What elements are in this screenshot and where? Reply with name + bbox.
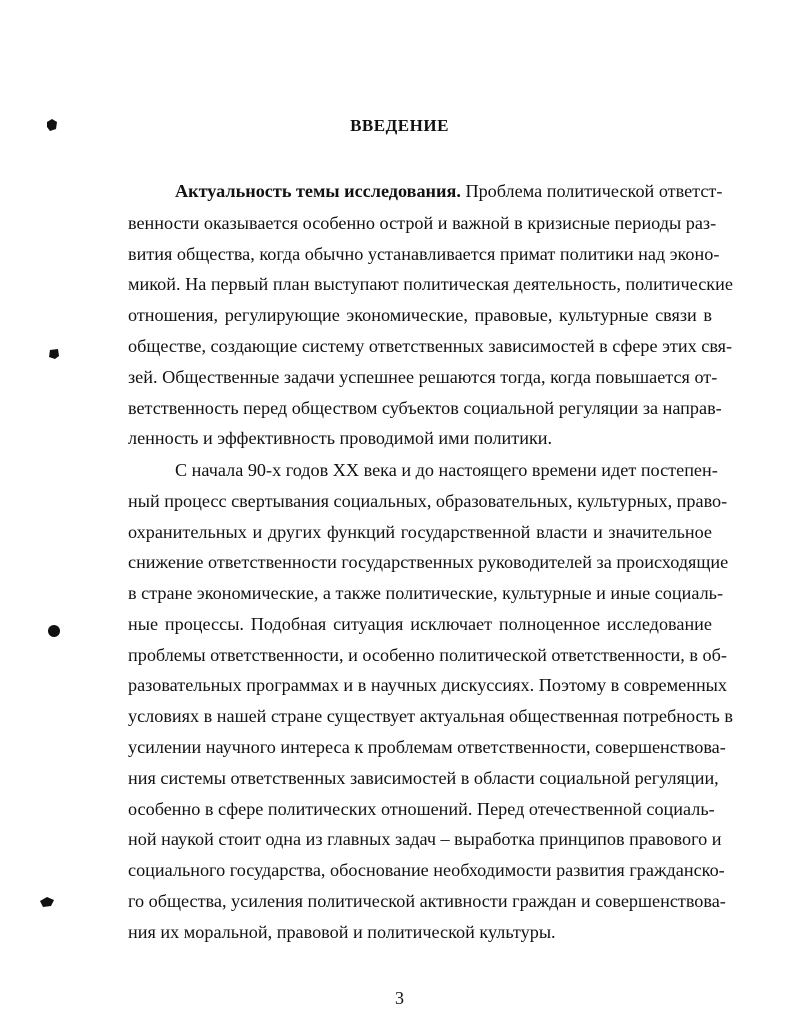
text-line: го общества, усиления политической активности граждан и совершенствова- [128, 891, 726, 911]
text-line: ный процесс свертывания социальных, образовательных, культурных, право- [128, 491, 728, 511]
text-line: микой. На первый план выступают политическая деятельность, политические [128, 274, 733, 294]
text-line: ные процессы. Подобная ситуация исключает полноценное исследование [128, 614, 712, 634]
text-line: в стране экономические, а также политические, культурные и иные социаль- [128, 583, 724, 603]
text-line: разовательных программах и в научных дискуссиях. Поэтому в современных [128, 675, 727, 695]
text-line: вития общества, когда обычно устанавливается примат политики над эконо- [128, 244, 720, 264]
binder-hole-mark [47, 347, 61, 361]
text-line: снижение ответственности государственных руководителей за происходящие [128, 552, 729, 572]
text-line: усилении научного интереса к проблемам ответственности, совершенствова- [128, 737, 726, 757]
binder-hole-mark [38, 895, 56, 909]
text-line: социального государства, обоснование необходимости развития гражданско- [128, 860, 725, 880]
text-line: проблемы ответственности, и особенно политической ответственности, в об- [128, 645, 727, 665]
text-line: охранительных и других функций государственной власти и значительное [128, 522, 712, 542]
text-line: ленность и эффективность проводимой ими политики. [128, 428, 553, 448]
text-line: ветственность перед обществом субъектов социальной регуляции за направ- [128, 398, 722, 418]
text-line: С начала 90-х годов XX века и до настоящего времени идет постепен- [175, 460, 718, 480]
text-line: отношения, регулирующие экономические, правовые, культурные связи в [128, 305, 712, 325]
text-line: зей. Общественные задачи успешнее решаются тогда, когда повышается от- [128, 367, 718, 387]
text-line: особенно в сфере политических отношений. Перед отечественной социаль- [128, 799, 715, 819]
text-line: ной наукой стоит одна из главных задач – выработка принципов правового и [128, 829, 722, 849]
text-line: ния системы ответственных зависимостей в области социальной регуляции, [128, 768, 719, 788]
page-title: ВВЕДЕНИЕ [350, 116, 449, 135]
text-line: ния их моральной, правовой и политической культуры. [128, 922, 556, 942]
text-line: венности оказывается особенно острой и важной в кризисные периоды раз- [128, 213, 717, 233]
text-line: Актуальность темы исследования. Проблема политической ответст- [175, 181, 723, 201]
paragraph-lead: Актуальность темы исследования. [175, 181, 461, 201]
text-line: обществе, создающие систему ответственных зависимостей в сфере этих свя- [128, 336, 733, 356]
page-number: 3 [395, 988, 404, 1008]
text-line: условиях в нашей стране существует актуальная общественная потребность в [128, 706, 733, 726]
binder-hole-mark [46, 623, 62, 639]
